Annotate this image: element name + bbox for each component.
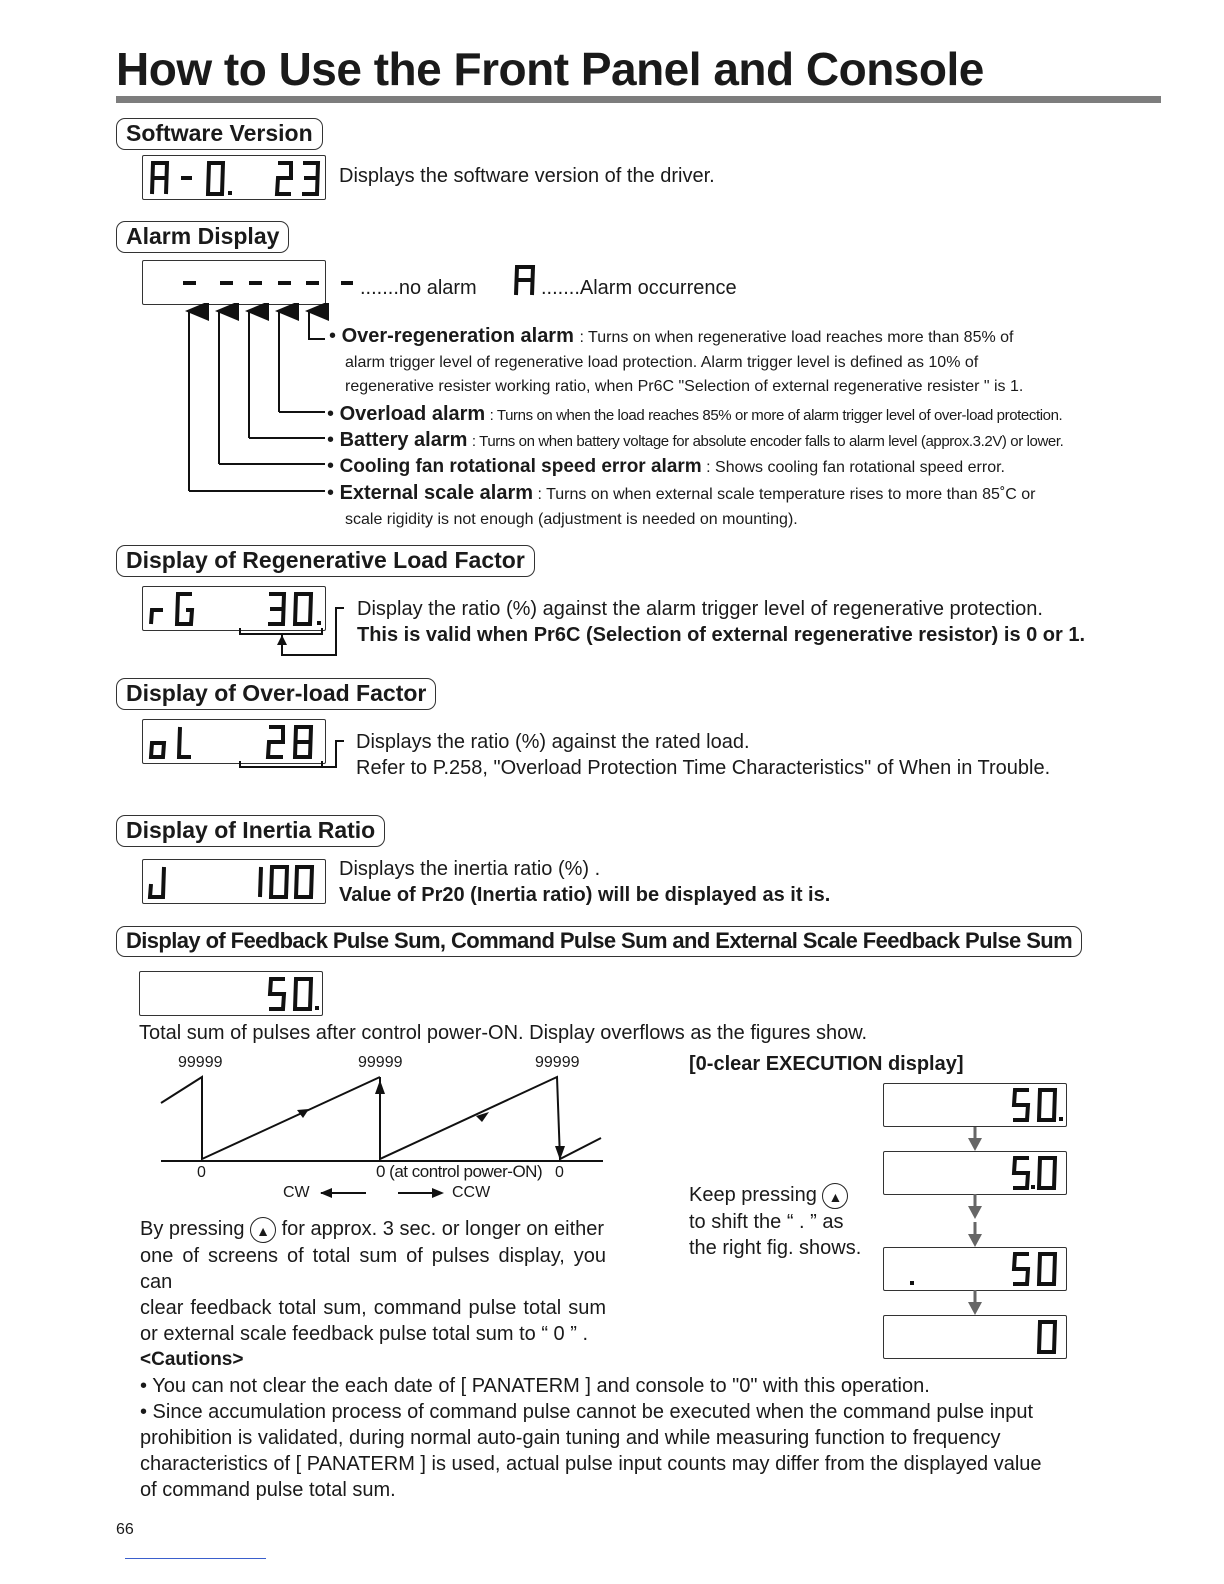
cautions-line: characteristics of [ PANATERM ] is used, actual pulse input counts may differ from the displayed value bbox=[140, 1453, 1042, 1475]
alarm-item-desc: : Turns on when the load reaches 85% or more of alarm trigger level of over-load protection. bbox=[489, 407, 1063, 424]
alarm-display-heading: Alarm Display bbox=[116, 221, 289, 253]
keep-line3: the right fig. shows. bbox=[689, 1236, 862, 1259]
cautions-heading: <Cautions> bbox=[140, 1349, 244, 1370]
title-rule bbox=[116, 96, 1161, 103]
pulse-total-desc: Total sum of pulses after control power-ON. Display overflows as the figures show. bbox=[139, 1022, 868, 1044]
regen-leader-line bbox=[236, 601, 344, 661]
software-version-display bbox=[142, 155, 326, 200]
alarm-leader-lines bbox=[180, 303, 340, 498]
alarm-item-desc: : Turns on when external scale temperature rises to more than 85˚C or bbox=[537, 486, 1036, 503]
inertia-display bbox=[142, 859, 326, 904]
keep-pressing-text bbox=[689, 1182, 861, 1261]
seven-segment-dashes bbox=[143, 261, 325, 304]
press-line: or external scale feedback pulse total sum to “ 0 ” . bbox=[140, 1322, 588, 1345]
regen-load-line2: This is valid when Pr6C (Selection of external regenerative resistor) is 0 or 1. bbox=[357, 624, 1086, 646]
alarm-occurrence-label: .......Alarm occurrence bbox=[541, 277, 737, 299]
alarm-item-desc-cont: regenerative resister working ratio, when Pr6C "Selection of external regenerative resister " is 1. bbox=[345, 378, 1024, 395]
alarm-item-desc: : Shows cooling fan rotational speed error. bbox=[706, 459, 1005, 476]
cw-ccw-arrows bbox=[318, 1184, 448, 1202]
regen-load-line1: Display the ratio (%) against the alarm trigger level of regenerative protection. bbox=[357, 598, 1043, 620]
alarm-item-name: Battery alarm bbox=[339, 429, 468, 451]
alarm-display-lcd bbox=[142, 260, 326, 305]
alarm-item-external-scale: • External scale alarm : Turns on when external scale temperature rises to more than 85˚C or scale rigidity is not enough (adjustment is needed on mounting). bbox=[327, 482, 1081, 529]
no-alarm-label: .......no alarm bbox=[360, 277, 477, 299]
press-paragraph bbox=[140, 1216, 606, 1347]
pulse-sum-heading: Display of Feedback Pulse Sum, Command Pulse Sum and External Scale Feedback Pulse Sum bbox=[116, 926, 1082, 957]
page-title: How to Use the Front Panel and Console bbox=[116, 43, 984, 95]
keep-prefix: Keep pressing bbox=[689, 1184, 817, 1206]
pulse-sum-display bbox=[139, 971, 323, 1016]
regen-load-heading: Display of Regenerative Load Factor bbox=[116, 545, 535, 577]
alarm-a-icon bbox=[512, 264, 538, 298]
chart-cw-label: CW bbox=[283, 1184, 310, 1201]
overload-leader-line bbox=[236, 734, 344, 778]
chart-zero-label-1: 0 bbox=[197, 1164, 206, 1181]
alarm-item-name: Cooling fan rotational speed error alarm bbox=[339, 456, 702, 477]
inertia-line2: Value of Pr20 (Inertia ratio) will be displayed as it is. bbox=[339, 884, 831, 906]
alarm-item-overload: • Overload alarm : Turns on when the load reaches 85% or more of alarm trigger level of over-load protection. bbox=[327, 403, 1063, 425]
keep-line2: to shift the “ . ” as bbox=[689, 1210, 844, 1233]
clear-heading: [0-clear EXECUTION display] bbox=[689, 1053, 964, 1075]
alarm-item-desc-cont: alarm trigger level of regenerative load protection. Alarm trigger level is defined as 10% of bbox=[345, 354, 979, 371]
chart-power-on-label: 0 (at control power-ON) bbox=[376, 1162, 543, 1181]
cautions-line: • Since accumulation process of command pulse cannot be executed when the command pulse input bbox=[140, 1401, 1034, 1423]
seven-segment-j100 bbox=[143, 860, 325, 903]
chart-ccw-label: CCW bbox=[452, 1184, 491, 1201]
chart-max-label-2: 99999 bbox=[358, 1054, 403, 1071]
press-suffix: for approx. 3 sec. or longer on either bbox=[281, 1218, 605, 1240]
cautions-line: prohibition is validated, during normal auto-gain tuning and while measuring function to frequency bbox=[140, 1427, 1001, 1449]
chart-max-label-3: 99999 bbox=[535, 1054, 580, 1071]
overload-line2: Refer to P.258, "Overload Protection Time Characteristics" of When in Trouble. bbox=[356, 757, 1051, 779]
alarm-item-desc-cont: scale rigidity is not enough (adjustment is needed on mounting). bbox=[345, 511, 798, 528]
alarm-item-desc: : Turns on when battery voltage for absolute encoder falls to alarm level (approx.3.2V) or lower. bbox=[471, 433, 1064, 450]
alarm-item-name: Over-regeneration alarm bbox=[341, 325, 574, 347]
software-version-desc: Displays the software version of the driver. bbox=[339, 165, 715, 187]
cautions-line: • You can not clear the each date of [ PANATERM ] and console to "0" with this operation. bbox=[140, 1375, 930, 1397]
page-number: 66 bbox=[116, 1521, 134, 1538]
overload-line1: Displays the ratio (%) against the rated load. bbox=[356, 731, 750, 753]
cautions-line: of command pulse total sum. bbox=[140, 1479, 396, 1501]
software-version-heading: Software Version bbox=[116, 118, 323, 150]
seven-segment-a023 bbox=[143, 156, 325, 199]
clear-step-1-display bbox=[883, 1083, 1067, 1127]
no-alarm-dash-icon bbox=[338, 272, 356, 292]
seven-segment-50 bbox=[140, 972, 322, 1015]
chart-zero-label-2: 0 bbox=[555, 1164, 564, 1181]
alarm-item-over-regeneration: • Over-regeneration alarm : Turns on when regenerative load reaches more than 85% of alarm trigger level of regenerative load protection. Alarm trigger level is defined as 10% of regenerative resister working ratio, when Pr6C "Selection of external regenerative resister " is 1. bbox=[329, 325, 1081, 396]
press-prefix: By pressing bbox=[140, 1218, 245, 1240]
press-line: clear feedback total sum, command pulse total sum bbox=[140, 1296, 606, 1319]
alarm-item-name: Overload alarm bbox=[339, 403, 486, 425]
pulse-sawtooth-chart bbox=[158, 1070, 608, 1170]
alarm-item-name: External scale alarm bbox=[339, 482, 534, 504]
inertia-line1: Displays the inertia ratio (%) . bbox=[339, 858, 601, 880]
press-line: one of screens of total sum of pulses display, you can bbox=[140, 1244, 606, 1293]
footer-rule bbox=[125, 1558, 266, 1559]
cautions-block bbox=[140, 1347, 1088, 1503]
inertia-heading: Display of Inertia Ratio bbox=[116, 815, 385, 847]
alarm-item-desc: : Turns on when regenerative load reaches more than 85% of bbox=[579, 329, 1014, 346]
chart-max-label-1: 99999 bbox=[178, 1054, 223, 1071]
seven-segment-step1 bbox=[884, 1084, 1066, 1126]
clear-sequence-arrows bbox=[964, 1124, 986, 1319]
overload-heading: Display of Over-load Factor bbox=[116, 678, 436, 710]
alarm-item-battery: • Battery alarm : Turns on when battery voltage for absolute encoder falls to alarm level (approx.3.2V) or lower. bbox=[327, 429, 1064, 451]
up-button-icon: ▲ bbox=[250, 1217, 276, 1243]
alarm-item-cooling-fan: • Cooling fan rotational speed error alarm : Shows cooling fan rotational speed error. bbox=[327, 455, 1005, 477]
up-button-icon: ▲ bbox=[822, 1183, 848, 1209]
